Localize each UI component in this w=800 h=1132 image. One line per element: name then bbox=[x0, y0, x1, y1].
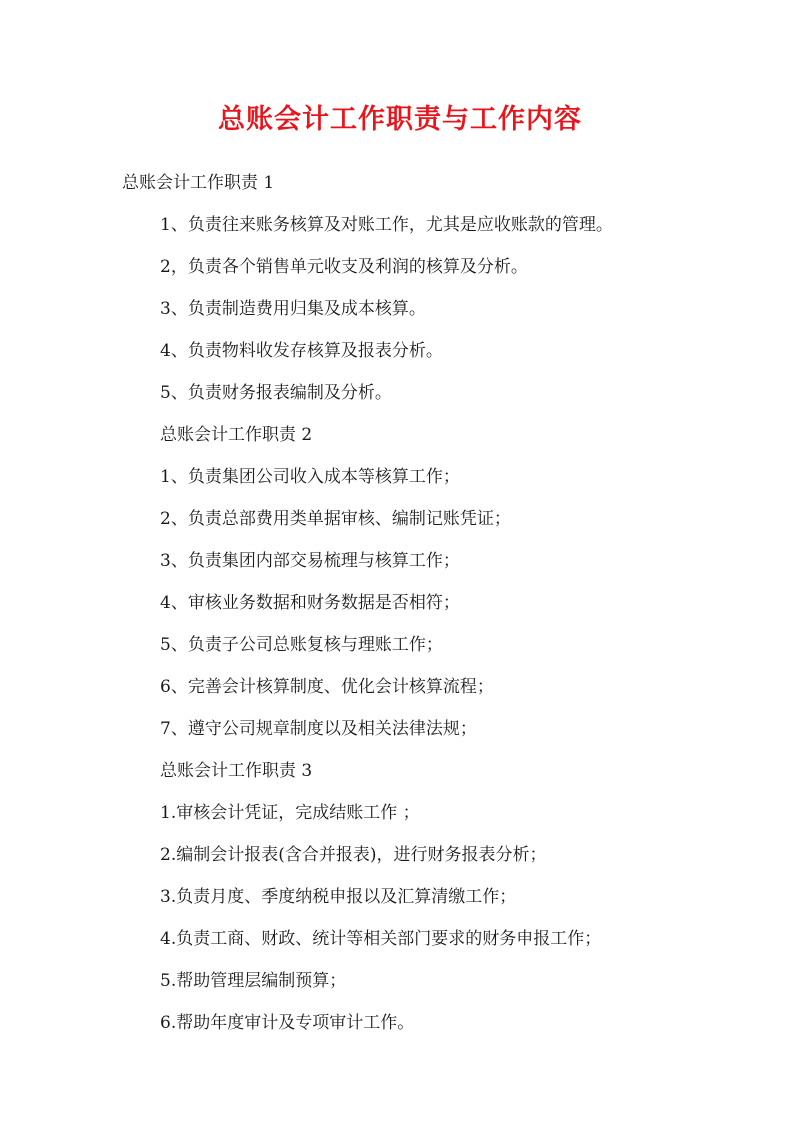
list-item: 2，负责各个销售单元收支及利润的核算及分析。 bbox=[160, 257, 528, 277]
section-heading-3: 总账会计工作职责 3 bbox=[160, 761, 313, 781]
section-heading-1: 总账会计工作职责 1 bbox=[122, 173, 275, 193]
list-item: 3、负责制造费用归集及成本核算。 bbox=[160, 299, 426, 319]
section-heading-2: 总账会计工作职责 2 bbox=[160, 425, 313, 445]
list-item: 1.审核会计凭证，完成结账工作 ； bbox=[160, 803, 420, 823]
list-item: 5.帮助管理层编制预算； bbox=[160, 971, 347, 991]
list-item: 2.编制会计报表(含合并报表)，进行财务报表分析； bbox=[160, 845, 547, 865]
list-item: 7、遵守公司规章制度以及相关法律法规； bbox=[160, 719, 477, 739]
list-item: 4、负责物料收发存核算及报表分析。 bbox=[160, 341, 443, 361]
list-item: 1、负责集团公司收入成本等核算工作； bbox=[160, 467, 460, 487]
list-item: 5、负责子公司总账复核与理账工作； bbox=[160, 635, 443, 655]
document-title: 总账会计工作职责与工作内容 bbox=[218, 104, 582, 135]
list-item: 5、负责财务报表编制及分析。 bbox=[160, 383, 392, 403]
list-item: 2、负责总部费用类单据审核、编制记账凭证； bbox=[160, 509, 511, 529]
list-item: 4、审核业务数据和财务数据是否相符； bbox=[160, 593, 460, 613]
list-item: 6.帮助年度审计及专项审计工作。 bbox=[160, 1013, 415, 1033]
list-item: 3.负责月度、季度纳税申报以及汇算清缴工作； bbox=[160, 887, 517, 907]
list-item: 3、负责集团内部交易梳理与核算工作； bbox=[160, 551, 460, 571]
list-item: 4.负责工商、财政、统计等相关部门要求的财务申报工作； bbox=[160, 929, 602, 949]
list-item: 1、负责往来账务核算及对账工作，尤其是应收账款的管理。 bbox=[160, 215, 613, 235]
list-item: 6、完善会计核算制度、优化会计核算流程； bbox=[160, 677, 494, 697]
